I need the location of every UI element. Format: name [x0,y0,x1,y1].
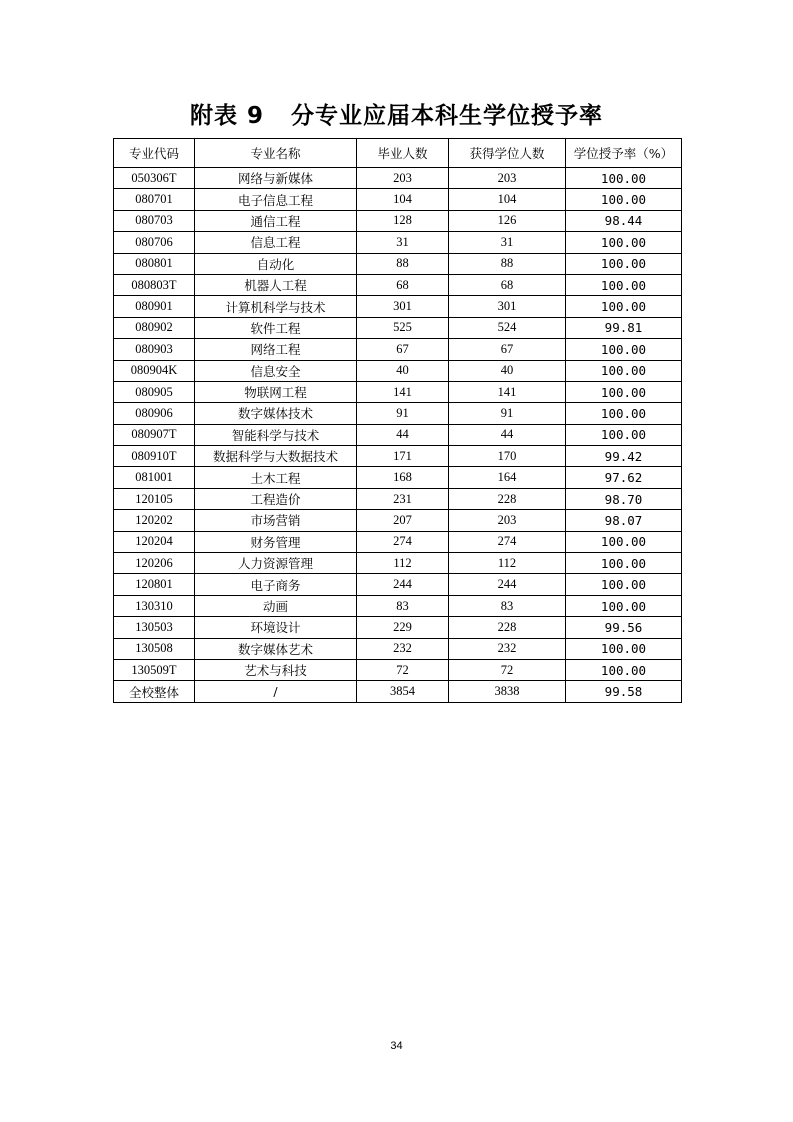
cell-degree-rate: 100.00 [566,360,682,381]
cell-major-name: 财务管理 [195,531,357,552]
cell-degrees-awarded: 164 [449,467,566,488]
cell-major-code: 120202 [114,510,195,531]
cell-degree-rate: 100.00 [566,659,682,680]
cell-degree-rate: 99.81 [566,317,682,338]
cell-degrees-awarded: 232 [449,638,566,659]
table-row [114,467,682,488]
cell-degree-rate: 100.00 [566,574,682,595]
cell-degrees-awarded: 91 [449,403,566,424]
cell-major-code: 130310 [114,595,195,616]
table-row [114,574,682,595]
cell-major-code: 080701 [114,189,195,210]
table-header-row [114,139,682,168]
table-row [114,553,682,574]
cell-graduates: 171 [357,446,449,467]
cell-degree-rate: 98.44 [566,210,682,231]
cell-major-name: 自动化 [195,253,357,274]
cell-degree-rate: 100.00 [566,403,682,424]
cell-graduates: 88 [357,253,449,274]
cell-degrees-awarded: 203 [449,168,566,189]
cell-degrees-awarded: 44 [449,424,566,445]
cell-degree-rate: 100.00 [566,274,682,295]
cell-major-name: 机器人工程 [195,274,357,295]
cell-degrees-awarded: 88 [449,253,566,274]
cell-major-name: 环境设计 [195,617,357,638]
cell-graduates: 3854 [357,681,449,702]
cell-major-code: 080903 [114,339,195,360]
cell-degrees-awarded: 228 [449,617,566,638]
table-row [114,531,682,552]
header-major-name: 专业名称 [195,139,357,168]
cell-degree-rate: 99.42 [566,446,682,467]
header-major-code: 专业代码 [114,139,195,168]
cell-degree-rate: 100.00 [566,189,682,210]
header-graduates: 毕业人数 [357,139,449,168]
cell-graduates: 244 [357,574,449,595]
cell-graduates: 168 [357,467,449,488]
cell-major-name: 电子信息工程 [195,189,357,210]
cell-graduates: 128 [357,210,449,231]
cell-major-code: 080905 [114,381,195,402]
cell-degrees-awarded: 170 [449,446,566,467]
cell-degrees-awarded: 40 [449,360,566,381]
table-row [114,381,682,402]
cell-major-name: 工程造价 [195,488,357,509]
table-row [114,510,682,531]
cell-major-code: 081001 [114,467,195,488]
table-row [114,317,682,338]
table-row [114,168,682,189]
cell-degree-rate: 99.58 [566,681,682,702]
cell-graduates: 207 [357,510,449,531]
cell-graduates: 301 [357,296,449,317]
cell-degree-rate: 100.00 [566,638,682,659]
cell-degrees-awarded: 244 [449,574,566,595]
cell-major-code: 080907T [114,424,195,445]
page-number: 34 [390,1040,403,1052]
cell-graduates: 31 [357,232,449,253]
cell-degrees-awarded: 31 [449,232,566,253]
cell-graduates: 525 [357,317,449,338]
cell-graduates: 274 [357,531,449,552]
cell-degrees-awarded: 228 [449,488,566,509]
cell-graduates: 141 [357,381,449,402]
cell-major-code: 全校整体 [114,681,195,702]
header-degree-rate: 学位授予率（%） [566,139,682,168]
cell-major-name: 动画 [195,595,357,616]
table-row [114,595,682,616]
degree-rate-table [113,138,682,703]
cell-degree-rate: 100.00 [566,232,682,253]
cell-degrees-awarded: 524 [449,317,566,338]
cell-graduates: 229 [357,617,449,638]
cell-degree-rate: 98.70 [566,488,682,509]
cell-graduates: 203 [357,168,449,189]
cell-degrees-awarded: 274 [449,531,566,552]
cell-graduates: 40 [357,360,449,381]
cell-major-name: 数字媒体艺术 [195,638,357,659]
cell-graduates: 44 [357,424,449,445]
cell-degree-rate: 100.00 [566,296,682,317]
cell-major-name: 土木工程 [195,467,357,488]
cell-major-code: 120801 [114,574,195,595]
table-row [114,488,682,509]
cell-major-name: 电子商务 [195,574,357,595]
cell-degree-rate: 100.00 [566,253,682,274]
table-row [114,638,682,659]
cell-graduates: 112 [357,553,449,574]
cell-degrees-awarded: 67 [449,339,566,360]
cell-major-name: 艺术与科技 [195,659,357,680]
cell-major-code: 080706 [114,232,195,253]
cell-graduates: 232 [357,638,449,659]
table-row [114,360,682,381]
cell-degrees-awarded: 104 [449,189,566,210]
cell-degree-rate: 100.00 [566,168,682,189]
cell-major-code: 120206 [114,553,195,574]
cell-major-name: 智能科学与技术 [195,424,357,445]
cell-degree-rate: 100.00 [566,424,682,445]
cell-degrees-awarded: 83 [449,595,566,616]
cell-degree-rate: 100.00 [566,381,682,402]
cell-major-code: 130509T [114,659,195,680]
table-row [114,232,682,253]
cell-major-code: 080703 [114,210,195,231]
cell-degrees-awarded: 126 [449,210,566,231]
table-row [114,659,682,680]
cell-degree-rate: 100.00 [566,595,682,616]
cell-major-code: 130508 [114,638,195,659]
header-degrees-awarded: 获得学位人数 [449,139,566,168]
table-row [114,617,682,638]
cell-graduates: 104 [357,189,449,210]
table-row [114,189,682,210]
cell-major-code: 080902 [114,317,195,338]
cell-degree-rate: 100.00 [566,339,682,360]
cell-degrees-awarded: 301 [449,296,566,317]
cell-degrees-awarded: 112 [449,553,566,574]
cell-major-name: 计算机科学与技术 [195,296,357,317]
table-row [114,253,682,274]
cell-major-name: 通信工程 [195,210,357,231]
cell-degrees-awarded: 68 [449,274,566,295]
cell-major-code: 080803T [114,274,195,295]
table-row [114,446,682,467]
cell-major-name: 软件工程 [195,317,357,338]
cell-major-code: 080901 [114,296,195,317]
cell-major-code: 130503 [114,617,195,638]
cell-major-name: 信息安全 [195,360,357,381]
cell-graduates: 72 [357,659,449,680]
cell-graduates: 83 [357,595,449,616]
cell-graduates: 231 [357,488,449,509]
cell-major-name: 人力资源管理 [195,553,357,574]
cell-major-name: 数据科学与大数据技术 [195,446,357,467]
cell-major-code: 120204 [114,531,195,552]
cell-degree-rate: 100.00 [566,531,682,552]
table-body [114,168,682,703]
cell-degrees-awarded: 72 [449,659,566,680]
table-row [114,681,682,702]
table-row [114,210,682,231]
cell-major-code: 050306T [114,168,195,189]
page-title: 附表 9 分专业应届本科生学位授予率 [189,103,604,129]
cell-major-code: 080904K [114,360,195,381]
cell-degrees-awarded: 141 [449,381,566,402]
cell-major-name: 信息工程 [195,232,357,253]
cell-major-name: 物联网工程 [195,381,357,402]
cell-degree-rate: 100.00 [566,553,682,574]
cell-degree-rate: 97.62 [566,467,682,488]
cell-major-code: 080910T [114,446,195,467]
cell-graduates: 67 [357,339,449,360]
cell-degree-rate: 99.56 [566,617,682,638]
cell-major-name: 数字媒体技术 [195,403,357,424]
table-row [114,274,682,295]
table-row [114,403,682,424]
table-row [114,296,682,317]
table-row [114,424,682,445]
cell-major-code: 120105 [114,488,195,509]
cell-degrees-awarded: 203 [449,510,566,531]
cell-major-code: 080801 [114,253,195,274]
cell-major-code: 080906 [114,403,195,424]
cell-graduates: 91 [357,403,449,424]
cell-degree-rate: 98.07 [566,510,682,531]
cell-graduates: 68 [357,274,449,295]
cell-degrees-awarded: 3838 [449,681,566,702]
cell-major-name: / [195,681,357,702]
table-row [114,339,682,360]
cell-major-name: 市场营销 [195,510,357,531]
cell-major-name: 网络工程 [195,339,357,360]
cell-major-name: 网络与新媒体 [195,168,357,189]
